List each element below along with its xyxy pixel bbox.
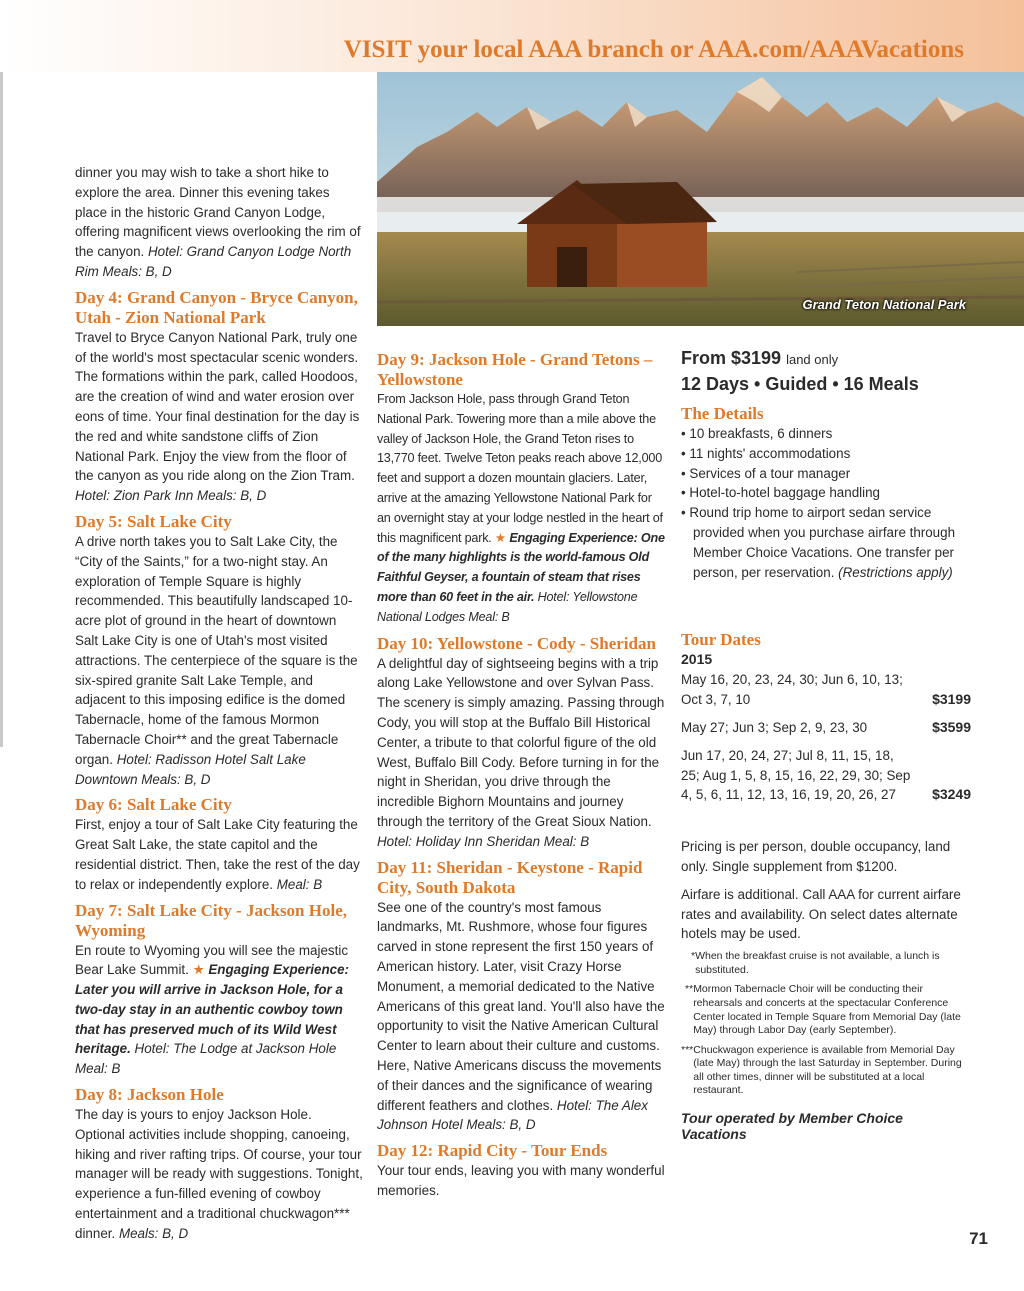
day-4-body: Travel to Bryce Canyon National Park, truly one of the world's most spectacular scenic wonders. The formations within the park, called Hoodoos, are the creation of wind and water erosion over eons of time. Your final destination for the day is the red and white sandstone cliffs of Zion National Park. Enjoy the view from the floor of the canyon as you ride along on the Zion Tram.: [75, 329, 360, 484]
date-row-price: $3599: [932, 718, 971, 735]
date-row: [681, 718, 971, 738]
intro-paragraph: [75, 163, 363, 282]
details-item: • 10 breakfasts, 6 dinners: [681, 426, 833, 441]
details-item: • Services of a tour manager: [681, 465, 851, 481]
date-row-price: $3249: [932, 786, 971, 803]
day-8-title: Day 8: Jackson Hole: [75, 1085, 224, 1105]
photo-illustration: [377, 72, 1024, 326]
day-10-hotel: Hotel: Holiday Inn Sheridan Meal: B: [377, 833, 590, 849]
footnote: [681, 1044, 971, 1098]
tour-summary: 12 Days • Guided • 16 Meals: [681, 374, 919, 394]
date-row-dates: May 27; Jun 3; Sep 2, 9, 23, 30: [681, 719, 868, 735]
price-line: [681, 346, 971, 372]
day-11-title: Day 11: Sheridan - Keystone - Rapid City, South Dakota: [377, 857, 643, 897]
footnote: [685, 983, 971, 1037]
day-9-engaging: Engaging Experience: One of the many highlights is the world-famous Old Faithful Geyser, a fountain of steam that rises more than 60 feet in the air.: [377, 530, 665, 604]
tour-operator: Tour operated by Member Choice Vacations: [681, 1110, 903, 1143]
day-5-hotel: Hotel: Radisson Hotel Salt Lake Downtown Meals: B, D: [75, 751, 306, 787]
day-8-hotel: Meals: B, D: [118, 1225, 189, 1241]
date-row: [681, 746, 971, 805]
day-11-hotel: Hotel: The Alex Johnson Hotel Meals: B, D: [377, 1097, 648, 1133]
footnote-mark: *: [691, 950, 696, 963]
day-6-body: First, enjoy a tour of Salt Lake City featuring the Great Salt Lake, the state capitol and the residential district. Then, take the rest of the day to relax or independently explore.: [75, 817, 360, 892]
day-10-body: A delightful day of sightseeing begins with a trip along Lake Yellowstone and over Sylvan Pass. The scenery is simply amazing. Passing through Cody, you will stop at the Buffalo Bill Historical Center, a tribute to that colorful figure of the old West, Buffalo Bill Cody. Before turning in for the night in Sheridan, you drive through the incredible Bighorn Mountains and journey through the territory of the Great Sioux Nation.: [377, 655, 665, 829]
day-10-text: [377, 654, 665, 852]
day-11-text: [377, 898, 665, 1136]
details-item: • Hotel-to-hotel baggage handling: [681, 485, 880, 501]
day-12-title: Day 12: Rapid City - Tour Ends: [377, 1141, 608, 1161]
day-8-text: [75, 1105, 363, 1244]
footnote-text: Mormon Tabernacle Choir will be conducting their rehearsals and concerts at the spectacular Conference Center located in Temple Square from Memorial Day (late May) through Labor Day (early September).: [693, 983, 961, 1037]
page-number: 71: [969, 1229, 988, 1248]
day-9-title: Day 9: Jackson Hole - Grand Tetons – Yellowstone: [377, 350, 653, 389]
day-5-title: Day 5: Salt Lake City: [75, 511, 232, 531]
day-7-text: [75, 941, 363, 1080]
date-row: [681, 670, 971, 710]
day-8-body: The day is yours to enjoy Jackson Hole. Optional activities include shopping, canoeing, hiking and river rafting trips. Of course, your tour manager will be ready with suggestions. Tonight, experience a fun-filled evening of cowboy entertainment and a traditional chuckwagon*** dinner.: [75, 1107, 363, 1241]
day-6-hotel: Meal: B: [276, 876, 323, 892]
day-5-text: [75, 532, 363, 789]
footnote-mark: **: [685, 983, 694, 996]
day-7-body: En route to Wyoming you will see the majestic Bear Lake Summit.: [75, 942, 349, 978]
day-12-text: Your tour ends, leaving you with many wonderful memories.: [377, 1163, 665, 1198]
left-edge-bar: [0, 72, 3, 747]
day-9-body: From Jackson Hole, pass through Grand Teton National Park. Towering more than a mile above the valley of Jackson Hole, the Grand Teton rises to 13,770 feet. Twelve Teton peaks reach above 12,000 feet and support a dozen mountain glaciers. Later, arrive at the amazing Yellowstone National Park for an overnight stay at your lodge nestled in the heart of this magnificent park.: [377, 392, 663, 545]
header-title[interactable]: VISIT your local AAA branch or AAA.com/AAAVacations: [343, 36, 964, 63]
photo-caption: Grand Teton National Park: [802, 297, 966, 312]
day-7-engaging: Engaging Experience: Later you will arrive in Jackson Hole, for a two-day stay in an authentic cowboy town that has preserved much of its Wild West heritage.: [75, 962, 349, 1057]
day-10-title: Day 10: Yellowstone - Cody - Sheridan: [377, 633, 656, 653]
details-list: [681, 424, 971, 582]
intro-text: dinner you may wish to take a short hike to explore the area. Dinner this evening takes place in the historic Grand Canyon Lodge, offering magnificent views overlooking the rim of the canyon.: [75, 165, 361, 260]
day-7-title: Day 7: Salt Lake City - Jackson Hole, Wyoming: [75, 900, 347, 940]
footnote: [685, 950, 971, 977]
day-4-hotel: Hotel: Zion Park Inn Meals: B, D: [75, 488, 267, 504]
restrictions-note: (Restrictions apply): [838, 564, 953, 580]
footnote-text: Chuckwagon experience is available from Memorial Day (late May) through the last Saturday in September. During all other times, dinner will be substituted at a local restaurant.: [693, 1043, 962, 1097]
day-9-text: [377, 390, 665, 628]
day-7-hotel: Hotel: The Lodge at Jackson Hole Meal: B: [75, 1041, 337, 1077]
day-11-body: See one of the country's most famous landmarks, Mt. Rushmore, whose four figures carved in stone represent the first 150 years of American history. Later, visit Crazy Horse Monument, a memorial dedicated to the Native Americans of this great land. You'll also have the opportunity to visit the Native American Cultural Center to learn about their culture and customs. Here, Native Americans discuss the movements of their dances and the significance of wearing different feathers and clothes.: [377, 899, 665, 1113]
header-banner: [0, 0, 1024, 72]
footnote-mark: ***: [681, 1043, 694, 1056]
date-row-dates: Jun 17, 20, 24, 27; Jul 8, 11, 15, 18, 25; Aug 1, 5, 8, 15, 16, 22, 29, 30; Sep 4, 5, 6, 11, 12, 13, 16, 19, 20, 26, 27: [681, 747, 911, 803]
middle-column: [377, 344, 665, 1201]
details-item: • 11 nights' accommodations: [681, 445, 851, 461]
pricing-note: Pricing is per person, double occupancy, land only. Single supplement from $1200.: [681, 839, 951, 874]
price-land-only: land only: [786, 352, 839, 367]
details-title: The Details: [681, 404, 764, 423]
airfare-note: Airfare is additional. Call AAA for current airfare rates and availability. On select dates alternate hotels may be used.: [681, 886, 961, 942]
details-item: [681, 503, 971, 582]
star-icon: ★: [192, 962, 205, 978]
footnote-text: When the breakfast cruise is not available, a lunch is substituted.: [695, 950, 940, 976]
intro-hotel: Hotel: Grand Canyon Lodge North Rim Meals: B, D: [75, 244, 352, 279]
date-row-price: $3199: [932, 691, 971, 708]
grand-teton-photo: [377, 72, 1024, 326]
star-icon: ★: [494, 530, 506, 545]
date-row-dates: May 16, 20, 23, 24, 30; Jun 6, 10, 13; Oct 3, 7, 10: [681, 672, 903, 708]
right-column: [681, 346, 971, 1156]
left-column: [75, 163, 363, 1244]
footnotes: [681, 950, 971, 1098]
price-from: From $3199: [681, 348, 782, 368]
tour-dates-title: Tour Dates: [681, 630, 761, 650]
tour-dates-year: 2015: [681, 651, 713, 668]
day-6-text: [75, 815, 363, 894]
day-5-body: A drive north takes you to Salt Lake City, the “City of the Saints,” for a two-night stay. An exploration of Temple Square is highly recommended. This beautifully landscaped 10-acre plot of ground in the heart of downtown Salt Lake City is one of Utah's most visited attractions. The centerpiece of the square is the six-spired granite Salt Lake Temple, and adjacent to this imposing edifice is the domed Tabernacle, home of the famous Mormon Tabernacle Choir** and the great Tabernacle organ.: [75, 533, 358, 767]
day-6-title: Day 6: Salt Lake City: [75, 795, 232, 815]
day-9-hotel: Hotel: Yellowstone National Lodges Meal: B: [377, 589, 638, 624]
day-4-title: Day 4: Grand Canyon - Bryce Canyon, Utah - Zion National Park: [75, 287, 358, 327]
day-4-text: [75, 328, 363, 506]
details-item-text: • Round trip home to airport sedan service provided when you purchase airfare through Member Choice Vacations. One transfer per person, per reservation.: [681, 505, 956, 580]
